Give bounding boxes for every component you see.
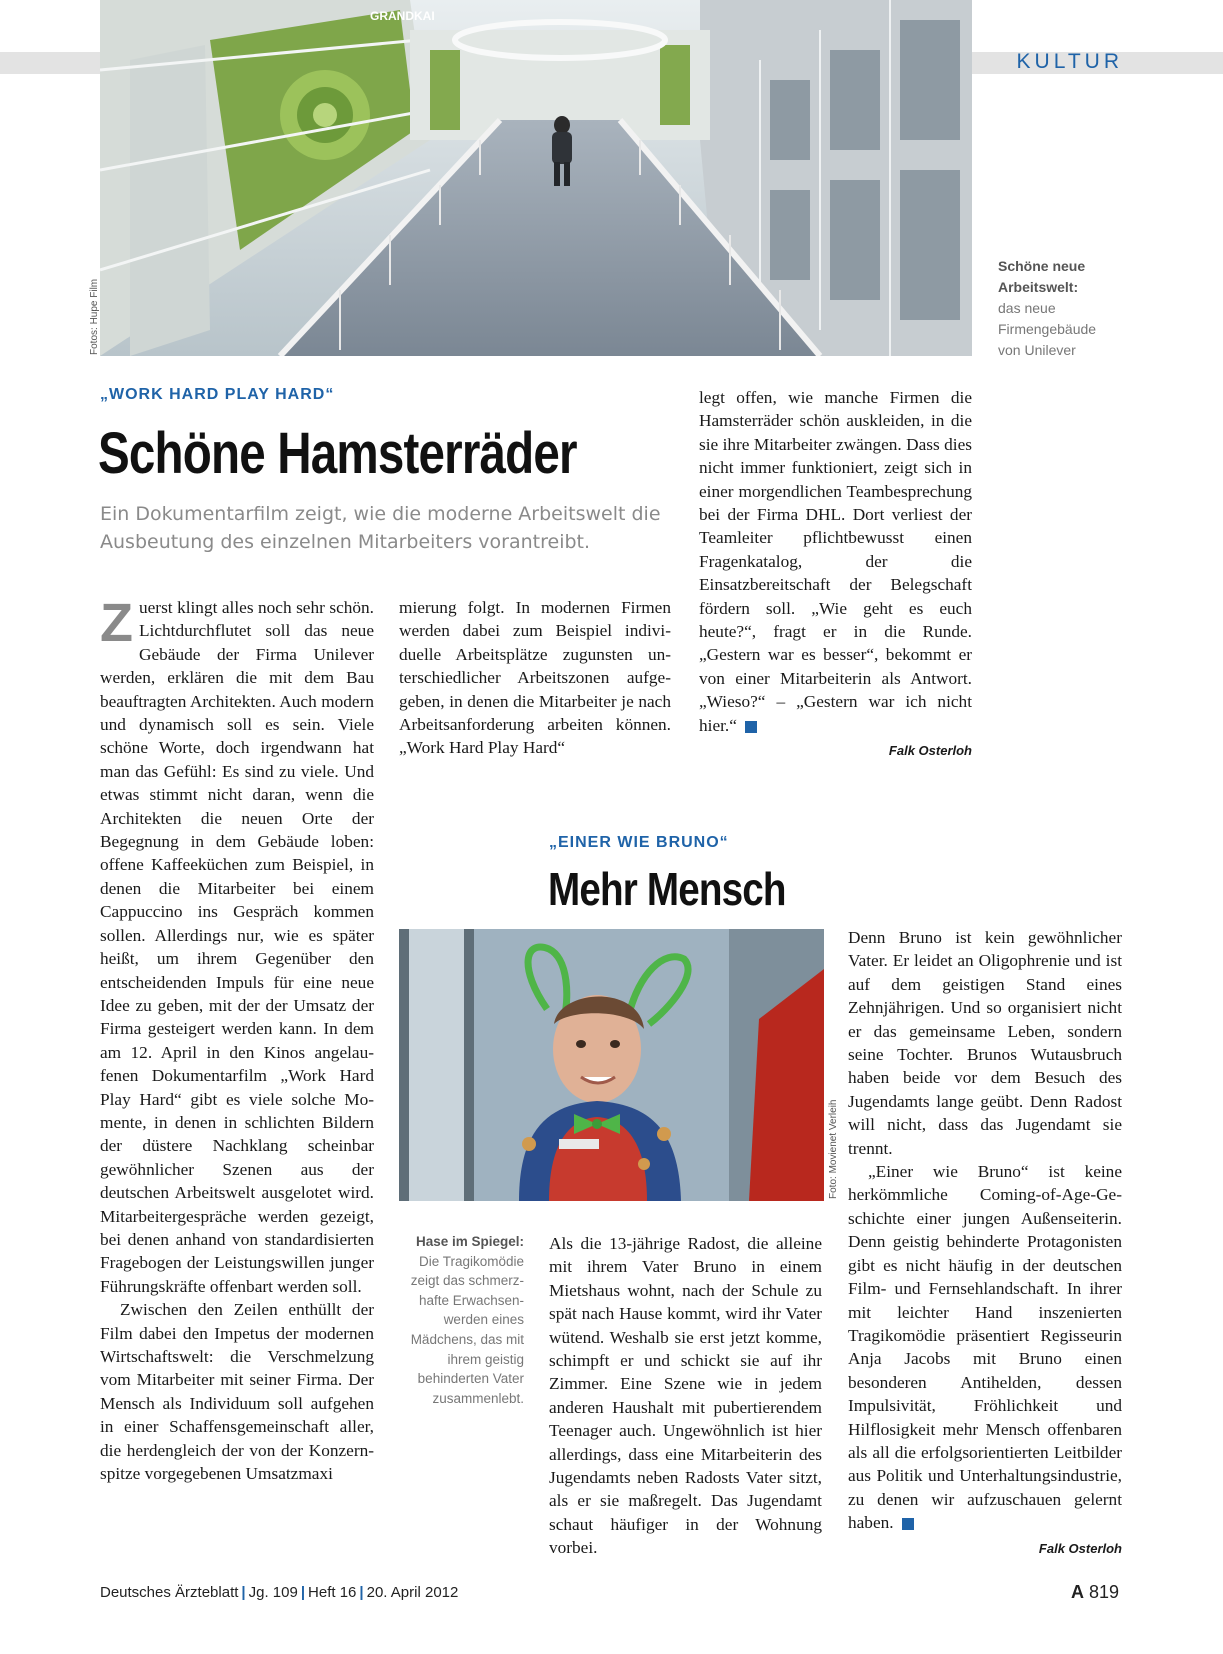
article1-kicker: „WORK HARD PLAY HARD“ xyxy=(100,386,335,403)
volume: Jg. 109 xyxy=(248,1584,298,1601)
article1-col1-paragraph-1: uerst klingt alles noch sehr schön. Lichtdurchflutet soll das neue Gebäude der Firma Unilever werden, erklären die mit dem Bau beauftragten Architekten. Auch modern und dynamisch soll es sein. Viele schöne Worte, doch irgendwann hat man das Gefühl: Es sind zu viele. Und etwas stimmt nicht daran, wenn die Architekten die neuen Orte der Begegnung in dem Gebäude loben: offene Kaffeeküchen zum Beispiel, in denen die Mitarbeiter bei einem Cappuccino ins Gespräch kommen sollen. Allerdings nur, wie es später heißt, um ihrem Gegenüber den entscheidenden Impuls für eine neue Idee zu geben, mit der der Umsatz der Firma gesteigert werden kann. In dem am 12. April in den Kinos angelaufenen Dokumentarfilm „Work Hard Play Hard“ gibt es viele solche Momente, in denen in schlichten Bildern der düstere Nachklang scheinbar gewöhnlicher Szenen aus der deutschen Arbeitswelt ausgelotet wird. Mitarbeitergespräche werden gezeigt, bei denen anhand von standardisierten Fragebogen der Leistungswillen junger Führungskräfte offenbart werden soll. xyxy=(100,598,374,1296)
dropcap: Z xyxy=(100,593,133,653)
article1-col2-paragraph: mierung folgt. In modernen Firmen werden dabei zum Beispiel individuelle Arbeitsplätze zugunsten unterschiedlicher Arbeitszonen aufgegeben, in denen die Mitarbeiter je nach Arbeitsanforderung arbeiten können. „Work Hard Play Hard“ xyxy=(399,598,671,758)
bruno-photo xyxy=(399,929,824,1201)
page-prefix: A xyxy=(1070,1582,1084,1602)
photo2-caption-title: Hase im Spiegel: xyxy=(415,1234,524,1249)
article1-col1-paragraph-2: Zwischen den Zeilen enthüllt der Film dabei den Impetus der modernen Wirtschaftswelt: die Verschmelzung vom Mitarbeiter mit seiner Firma. Der Mensch als Individuum soll aufgehen in einer Schaffensgemeinschaft aller, die herdengleich der von der Konzernspitze vorgegebenen Umsatzmaxi xyxy=(100,1300,374,1484)
photo2-caption xyxy=(398,1232,524,1408)
article2-column-2 xyxy=(848,926,1122,1560)
end-mark xyxy=(745,721,757,733)
photo1-caption-title: Schöne neue Arbeitswelt: xyxy=(998,258,1086,295)
issue-date: 20. April 2012 xyxy=(366,1584,459,1601)
article2-col2-paragraph-1: Denn Bruno ist kein gewöhnlicher Vater. Er leidet an Oligophrenie und ist auf dem geistigen Stand eines Zehnjährigen. Und so organisiert nicht er das gemeinsame Leben, sondern seine Tochter. Brunos Wutausbruch haben beide vor dem Besuch des Jugendamts lange geübt. Denn Radost will nicht, dass das Jugendamt sie trennt. xyxy=(848,928,1122,1158)
article2-kicker: „EINER WIE BRUNO“ xyxy=(549,834,729,851)
article2-author: Falk Osterloh xyxy=(1038,1540,1122,1556)
article2-headline: Mehr Mensch xyxy=(548,863,786,915)
atrium-photo xyxy=(100,0,972,356)
page-number-value: 819 xyxy=(1088,1582,1119,1602)
page-footer: Deutsches Ärzteblatt | Jg. 109 | Heft 16 | 20. April 2012 xyxy=(100,1584,459,1601)
article1-deck: Ein Dokumentarfilm zeigt, wie die moderne Arbeitswelt die Ausbeutung des einzelnen Mitarbeiters vorantreibt. xyxy=(100,503,661,553)
page-number xyxy=(1071,1582,1119,1603)
article2-col1-paragraph: Als die 13-jährige Radost, die alleine mit ihrem Vater Bruno in einem Mietshaus wohnt, nach der Schule zu spät nach Hause kommt, wird ihr Vater wütend. Weshalb sie erst jetzt komme, schimpft er und schickt sie auf ihr Zimmer. Eine Szene wie in jedem anderen Haushalt mit pubertierendem Teenager auch. Ungewöhnlich ist hier allerdings, dass eine Mitarbeiterin des Jugendamts neben Radosts Vater sitzt, als er sie maßregelt. Das Jugendamt schaut häufiger in der Wohnung vorbei. xyxy=(549,1234,822,1558)
article2-col2-paragraph-2: „Einer wie Bruno“ ist keine herkömmliche Coming-of-Age-Geschichte einer jungen Außenseiterin. Denn geistig behinderte Protagonisten gibt es nicht häufig in der deutschen Film- und Fernsehlandschaft. In ihrer mit leichter Hand inszenierten Tragikomödie präsentiert Regisseurin Anja Jacobs mit Bruno einen besonderen Antihelden, dessen Impulsivität, Fröhlichkeit und Hilflosigkeit mehr Mensch offenbaren als all die erfolgsorientierten Leitbilder aus Politik und Unterhaltungsindustrie, zu denen wir aufzuschauen gelernt haben. xyxy=(848,1162,1122,1533)
section-label: KULTUR xyxy=(1016,50,1123,73)
article1-headline: Schöne Hamsterräder xyxy=(98,421,577,486)
photo2-caption-text: Die Tragikomödie zeigt das schmerzhafte Erwachsenwerden eines Mädchens, das mit ihrem geistig behinderten Vater zusammenlebt. xyxy=(410,1253,524,1406)
issue: Heft 16 xyxy=(308,1584,357,1601)
article1-author: Falk Osterloh xyxy=(888,743,972,759)
article2-column-1 xyxy=(549,1232,822,1560)
atrium-sign-text: GRANDKAI xyxy=(370,9,435,23)
end-mark xyxy=(902,1518,914,1530)
journal-name: Deutsches Ärzteblatt xyxy=(100,1584,239,1601)
article1-column-1 xyxy=(100,593,374,1485)
photo2-credit: Foto: Movienet Verleih xyxy=(828,1099,839,1199)
photo1-credit: Fotos: Hupe Film xyxy=(89,278,100,355)
article1-column-3 xyxy=(699,386,972,763)
photo1-caption xyxy=(998,256,1118,361)
article1-column-2 xyxy=(399,596,671,760)
article1-col3-paragraph: legt offen, wie manche Firmen die Hamsterräder schön auskleiden, in die sie ihre Mitarbeiter zwängen. Dass dies nicht immer funktioniert, zeigt sich in einer morgendlichen Teambesprechung bei der Firma DHL. Dort verliest der Teamleiter pflichtbewusst einen Fragenkatalog, der die Einsatzbereitschaft der Belegschaft fördern soll. „Wie geht es euch heute?“, fragt er in die Runde. „Gestern war es besser“, bekommt er von einer Mitarbeiterin als Antwort. „Wieso?“ – „Gestern war ich nicht hier.“ xyxy=(699,388,972,735)
photo1-caption-text: das neue Firmengebäude von Unilever xyxy=(998,300,1097,358)
